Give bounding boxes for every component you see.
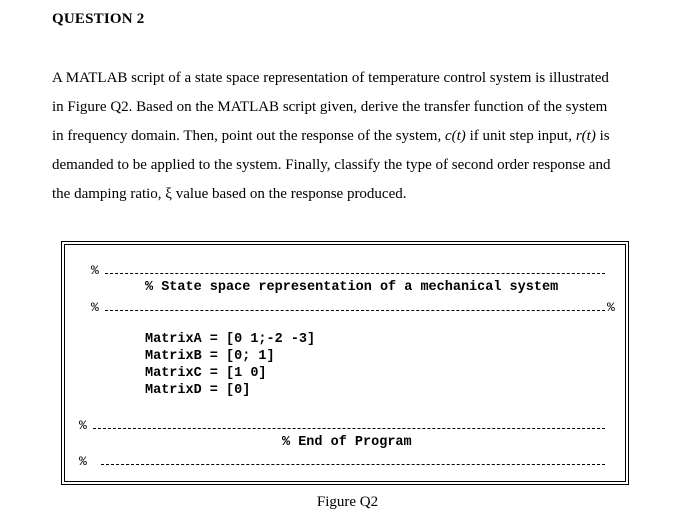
comment-percent-4: %	[79, 418, 87, 433]
paragraph-line-5: the damping ratio, ξ value based on the response produced.	[52, 186, 407, 202]
comment-dash-line-4	[101, 464, 605, 465]
comment-percent-2: %	[91, 300, 99, 315]
comment-percent-3: %	[607, 300, 615, 315]
matrix-c-line: MatrixC = [1 0]	[145, 366, 267, 381]
question-paragraph	[52, 64, 652, 209]
header-comment: % State space representation of a mechanical system	[145, 280, 559, 295]
input-rt: r(t)	[575, 128, 596, 144]
comment-percent-1: %	[91, 263, 99, 278]
paragraph-line-1: A MATLAB script of a state space representation of temperature control system is illustrated	[52, 70, 609, 86]
figure-caption: Figure Q2	[316, 494, 379, 510]
matlab-code-figure	[61, 241, 629, 485]
comment-dash-line-2	[105, 310, 605, 311]
matrix-a-line: MatrixA = [0 1;-2 -3]	[145, 332, 316, 347]
matrix-d-line: MatrixD = [0]	[145, 383, 251, 398]
question-heading: QUESTION 2	[52, 11, 145, 27]
matlab-code-panel	[64, 244, 626, 482]
comment-dash-line-1	[105, 273, 605, 274]
paragraph-line-3-middle: if unit step input,	[465, 128, 576, 144]
paragraph-line-4: demanded to be applied to the system. Finally, classify the type of second order response and	[52, 157, 611, 173]
comment-dash-line-3	[93, 428, 605, 429]
paragraph-line-3-end: is	[595, 128, 610, 144]
output-ct: c(t)	[444, 128, 466, 144]
footer-comment: % End of Program	[282, 435, 412, 450]
paragraph-line-3	[52, 122, 652, 151]
paragraph-line-2: in Figure Q2. Based on the MATLAB script given, derive the transfer function of the system	[52, 99, 608, 115]
paragraph-line-3-start: in frequency domain. Then, point out the response of the system,	[52, 128, 445, 144]
matrix-b-line: MatrixB = [0; 1]	[145, 349, 275, 364]
comment-percent-5: %	[79, 454, 87, 469]
